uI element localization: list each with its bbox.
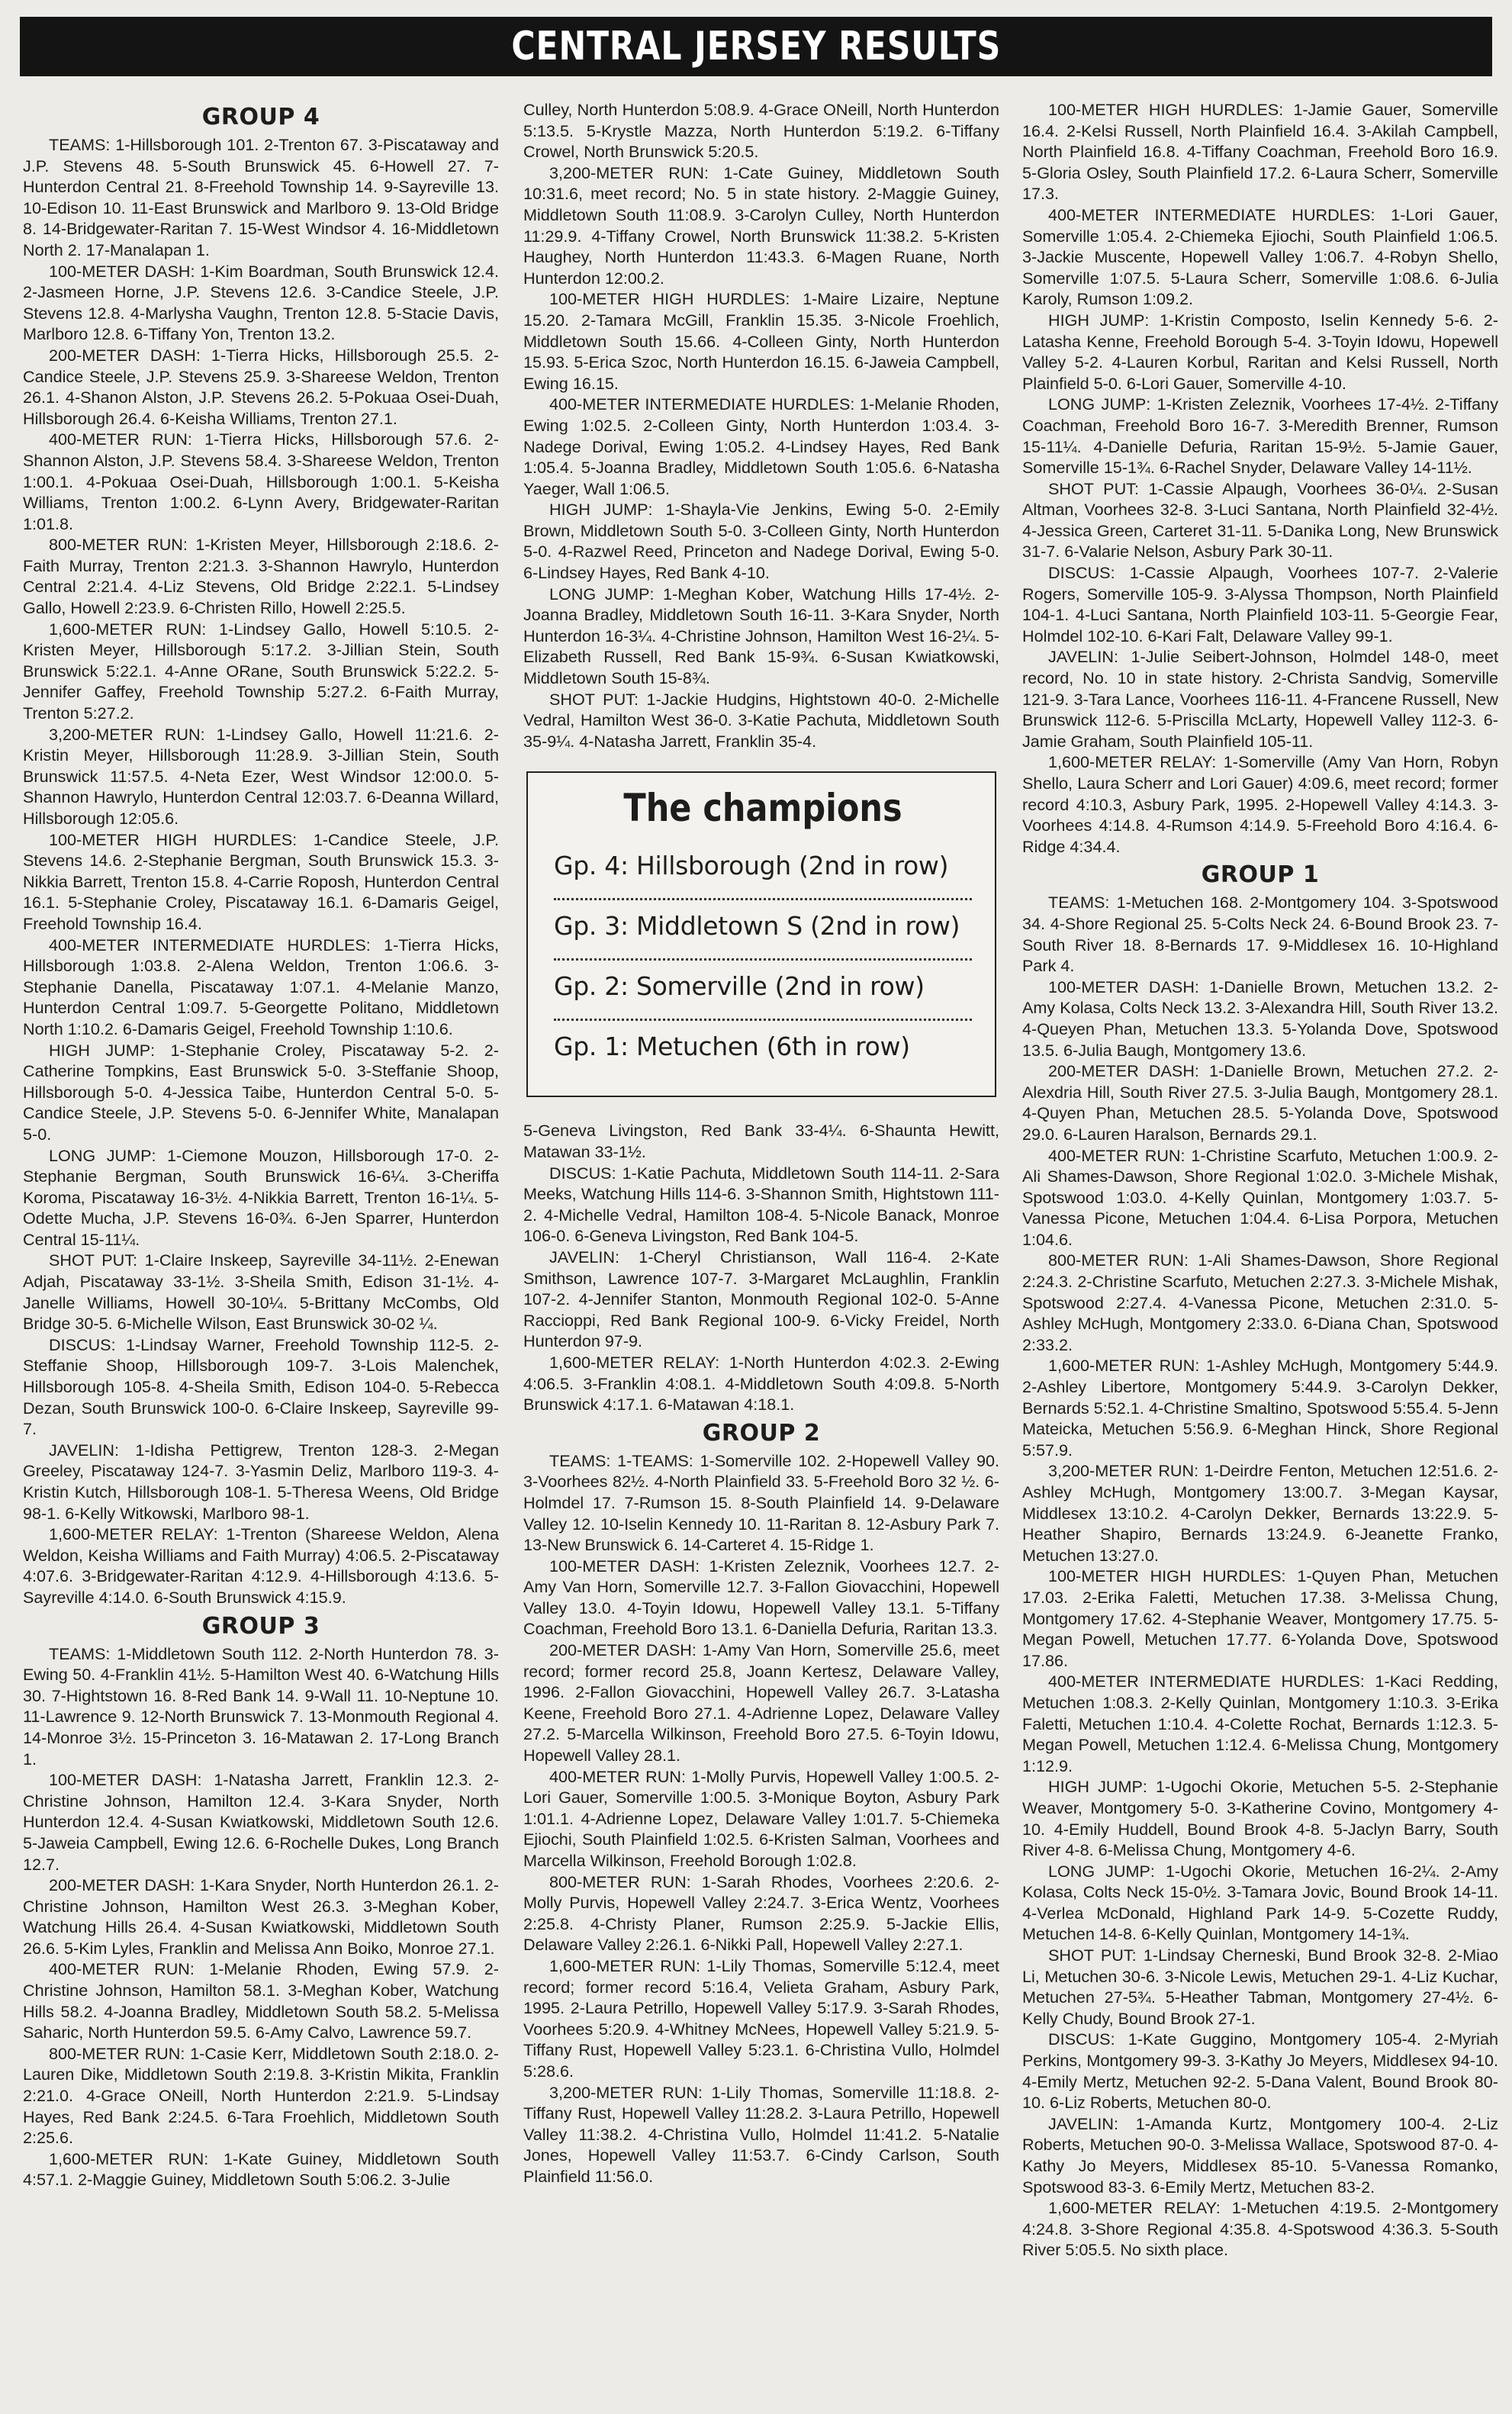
result-paragraph: SHOT PUT: 1-Claire Inskeep, Sayreville 34-11½. 2-Enewan Adjah, Piscataway 33-1½. 3-Sheila Smith, Edison 31-1½. 4-Janelle Williams, Howell 30-10¼. 5-Brittany McCombs, Old Bridge 30-5. 6-Michelle Wilson, East Brunswick 30-02 ¼. bbox=[23, 1250, 499, 1334]
result-paragraph: 100-METER DASH: 1-Kim Boardman, South Brunswick 12.4. 2-Jasmeen Horne, J.P. Stevens 12.6. 3-Candice Steele, J.P. Stevens 12.8. 4-Marlysha Vaughn, Trenton 12.8. 5-Stacie Davis, Marlboro 12.8. 6-Tiffany Yon, Trenton 13.2. bbox=[23, 261, 499, 344]
result-paragraph: 1,600-METER RELAY: 1-North Hunterdon 4:02.3. 2-Ewing 4:06.5. 3-Franklin 4:08.1. 4-Middletown South 4:09.8. 5-North Brunswick 4:17.1. 6-Matawan 4:18.1. bbox=[523, 1352, 999, 1415]
result-paragraph: 1,600-METER RUN: 1-Lily Thomas, Somerville 5:12.4, meet record; former record 5:16.4, Velieta Graham, Asbury Park, 1995. 2-Laura Petrillo, Hopewell Valley 5:17.9. 3-Sarah Rhodes, Voorhees 5:20.9. 4-Whitney McNees, Hopewell Valley 5:21.9. 5-Tiffany Rust, Hopewell Valley 5:23.1. 6-Christina Vullo, Holmdel 5:28.6. bbox=[523, 1955, 999, 2081]
column-1 bbox=[23, 99, 499, 2380]
result-paragraph: 100-METER HIGH HURDLES: 1-Jamie Gauer, Somerville 16.4. 2-Kelsi Russell, North Plainfield 16.4. 3-Akilah Campbell, North Plainfield 16.8. 4-Tiffany Coachman, Freehold Boro 16.9. 5-Gloria Osley, South Plainfield 17.2. 6-Laura Scherr, Somerville 17.3. bbox=[1022, 100, 1498, 204]
result-paragraph: DISCUS: 1-Lindsay Warner, Freehold Township 112-5. 2-Steffanie Shoop, Hillsborough 109-7. 3-Lois Malenchek, Hillsborough 105-8. 4-Sheila Smith, Edison 104-0. 5-Rebecca Dezan, South Brunswick 100-0. 6-Claire Inskeep, Sayreville 99-7. bbox=[23, 1334, 499, 1439]
result-paragraph: 1,600-METER RELAY: 1-Metuchen 4:19.5. 2-Montgomery 4:24.8. 3-Shore Regional 4:35.8. 4-Spotswood 4:36.3. 5-South River 5:05.5. No sixth place. bbox=[1022, 2198, 1498, 2260]
result-paragraph: HIGH JUMP: 1-Kristin Composto, Iselin Kennedy 5-6. 2-Latasha Kenne, Freehold Borough 5-4. 3-Toyin Idowu, Hopewell Valley 5-2. 4-Lauren Korbul, Raritan and Kelsi Russell, North Plainfield 5-0. 6-Lori Gauer, Somerville 4-10. bbox=[1022, 310, 1498, 393]
result-paragraph: 400-METER INTERMEDIATE HURDLES: 1-Lori Gauer, Somerville 1:05.4. 2-Chiemeka Ejiochi, South Plainfield 1:06.5. 3-Jackie Muscente, Hopewell Valley 1:06.7. 4-Robyn Shello, Somerville 1:07.5. 5-Laura Scherr, Somerville 1:08.6. 6-Julia Karoly, Rumson 1:09.2. bbox=[1022, 204, 1498, 309]
result-paragraph: 400-METER INTERMEDIATE HURDLES: 1-Tierra Hicks, Hillsborough 1:03.8. 2-Alena Weldon, Trenton 1:06.6. 3-Stephanie Danella, Piscataway 1:07.1. 4-Melanie Manzo, Hunterdon Central 1:09.7. 5-Georgette Politano, Middletown North 1:10.2. 6-Damaris Geigel, Freehold Township 1:10.6. bbox=[23, 935, 499, 1038]
champion-line: Gp. 3: Middletown S (2nd in row) bbox=[554, 900, 972, 961]
result-paragraph: 400-METER RUN: 1-Melanie Rhoden, Ewing 57.9. 2-Christine Johnson, Hamilton 58.1. 3-Meghan Kober, Watchung Hills 58.2. 4-Joanna Bradley, Middletown South 58.2. 5-Melissa Saharic, North Hunterdon 59.5. 6-Amy Calvo, Lawrence 59.7. bbox=[23, 1959, 499, 2042]
champion-line: Gp. 2: Somerville (2nd in row) bbox=[554, 961, 972, 1021]
result-paragraph: DISCUS: 1-Cassie Alpaugh, Voorhees 107-7. 2-Valerie Rogers, Somerville 105-9. 3-Alyssa Thompson, North Plainfield 104-1. 4-Luci Santana, North Plainfield 103-11. 5-Georgie Fear, Holmdel 102-10. 6-Kari Falt, Delaware Valley 99-1. bbox=[1022, 563, 1498, 645]
result-paragraph: 1,600-METER RELAY: 1-Somerville (Amy Van Horn, Robyn Shello, Laura Scherr and Lori Gauer) 4:09.6, meet record; former record 4:10.3, Asbury Park, 1995. 2-Hopewell Valley 4:14.3. 3-Voorhees 4:14.8. 4-Rumson 4:14.9. 5-Freehold Boro 4:16.4. 6-Ridge 4:34.4. bbox=[1022, 752, 1498, 856]
result-paragraph: HIGH JUMP: 1-Ugochi Okorie, Metuchen 5-5. 2-Stephanie Weaver, Montgomery 5-0. 3-Katherine Covino, Montgomery 4-10. 4-Emily Huddell, Bound Brook 4-8. 5-Jaclyn Barry, South River 4-8. 6-Melissa Chung, Montgomery 4-6. bbox=[1022, 1777, 1498, 1860]
result-paragraph: JAVELIN: 1-Cheryl Christianson, Wall 116-4. 2-Kate Smithson, Lawrence 107-7. 3-Margaret McLaughlin, Franklin 107-2. 4-Jennifer Stanton, Monmouth Regional 102-0. 5-Anne Raccioppi, Red Bank Regional 100-9. 6-Vicky Freidel, North Hunterdon 97-9. bbox=[523, 1247, 999, 1351]
result-paragraph: JAVELIN: 1-Idisha Pettigrew, Trenton 128-3. 2-Megan Greeley, Piscataway 124-7. 3-Yasmin Deliz, Marlboro 119-3. 4-Kristin Kutch, Hillsborough 108-1. 5-Theresa Weens, Old Bridge 98-1. 6-Kelly Witkowski, Marlboro 98-1. bbox=[23, 1440, 499, 1523]
group-heading: GROUP 1 bbox=[1201, 861, 1320, 889]
champion-line: Gp. 4: Hillsborough (2nd in row) bbox=[554, 840, 972, 900]
result-paragraph: 100-METER DASH: 1-Kristen Zeleznik, Voorhees 12.7. 2-Amy Van Horn, Somerville 12.7. 3-Fallon Giovacchini, Hopewell Valley 13.0. 4-Toyin Idowu, Hopewell Valley 13.1. 5-Tiffany Coachman, Freehold Boro 13.1. 6-Daniella Defuria, Raritan 13.3. bbox=[523, 1556, 999, 1639]
result-paragraph: 100-METER DASH: 1-Natasha Jarrett, Franklin 12.3. 2-Christine Johnson, Hamilton 12.4. 3-Kara Snyder, North Hunterdon 12.4. 4-Susan Kwiatkowski, Middletown South 12.6. 5-Jaweia Campbell, Ewing 12.6. 6-Rochelle Dukes, Long Branch 12.7. bbox=[23, 1770, 499, 1874]
result-paragraph: 3,200-METER RUN: 1-Lindsey Gallo, Howell 11:21.6. 2-Kristin Meyer, Hillsborough 11:28.9. 3-Jillian Stein, South Brunswick 11:57.5. 4-Neta Ezer, West Windsor 12:00.0. 5-Shannon Hawrylo, Hunterdon Central 12:03.7. 6-Deanna Willard, Hillsborough 12:05.6. bbox=[23, 724, 499, 828]
result-paragraph: Culley, North Hunterdon 5:08.9. 4-Grace ONeill, North Hunterdon 5:13.5. 5-Krystle Mazza, North Hunterdon 5:19.2. 6-Tiffany Crowel, North Brunswick 5:20.5. bbox=[523, 100, 999, 162]
result-paragraph: 3,200-METER RUN: 1-Deirdre Fenton, Metuchen 12:51.6. 2-Ashley McHugh, Montgomery 13:00.7. 3-Megan Kaysar, Middlesex 13:10.2. 4-Carolyn Dekker, Bernards 13:22.9. 5-Heather Shapiro, Bernards 13:24.9. 6-Jeanette Franko, Metuchen 13:27.0. bbox=[1022, 1461, 1498, 1565]
result-paragraph: 400-METER INTERMEDIATE HURDLES: 1-Kaci Redding, Metuchen 1:08.3. 2-Kelly Quinlan, Montgomery 1:10.3. 3-Erika Faletti, Metuchen 1:10.4. 4-Colette Rochat, Bernards 1:12.3. 5-Megan Powell, Metuchen 1:12.4. 6-Melissa Chung, Montgomery 1:12.9. bbox=[1022, 1672, 1498, 1775]
result-paragraph: LONG JUMP: 1-Kristen Zeleznik, Voorhees 17-4½. 2-Tiffany Coachman, Freehold Boro 16-7. 3-Meredith Brenner, Rumson 15-11¼. 4-Danielle Defuria, Raritan 15-9½. 5-Jamie Gauer, Somerville 15-1¾. 6-Rachel Snyder, Delaware Valley 14-11½. bbox=[1022, 394, 1498, 478]
result-paragraph: 200-METER DASH: 1-Danielle Brown, Metuchen 27.2. 2-Alexdria Hill, South River 27.5. 3-Julia Baugh, Montgomery 28.1. 4-Quyen Phan, Metuchen 28.5. 5-Yolanda Dove, Spotswood 29.0. 6-Lauren Haralson, Bernards 29.1. bbox=[1022, 1061, 1498, 1144]
result-paragraph: LONG JUMP: 1-Meghan Kober, Watchung Hills 17-4½. 2-Joanna Bradley, Middletown South 16-11. 3-Kara Snyder, North Hunterdon 16-3¼. 4-Christine Johnson, Hamilton West 16-2¼. 5-Elizabeth Russell, Red Bank 15-9¾. 6-Susan Kwiatkowski, Middletown South 15-8¾. bbox=[523, 584, 999, 688]
result-paragraph: 100-METER HIGH HURDLES: 1-Quyen Phan, Metuchen 17.03. 2-Erika Faletti, Metuchen 17.38. 3-Melissa Chung, Montgomery 17.62. 4-Stephanie Weaver, Montgomery 17.75. 5-Megan Powell, Metuchen 17.77. 6-Yolanda Dove, Spotswood 17.86. bbox=[1022, 1566, 1498, 1670]
result-paragraph: 200-METER DASH: 1-Amy Van Horn, Somerville 25.6, meet record; former record 25.8, Joann Kertesz, Delaware Valley, 1996. 2-Fallon Giovacchini, Hopewell Valley 26.7. 3-Latasha Keene, Freehold Boro 27.1. 4-Adrienne Lopez, Delaware Valley 27.2. 5-Marcella Wilkinson, Freehold Boro 27.5. 6-Toyin Idowu, Hopewell Valley 28.1. bbox=[523, 1640, 999, 1765]
result-paragraph: 400-METER RUN: 1-Molly Purvis, Hopewell Valley 1:00.5. 2-Lori Gauer, Somerville 1:00.5. 3-Monique Boyton, Asbury Park 1:01.1. 4-Adrienne Lopez, Delaware Valley 1:01.7. 5-Chiemeka Ejiochi, South Plainfield 1:02.5. 6-Kristen Salman, Voorhees and Marcella Wilkinson, Freehold Borough 1:02.8. bbox=[523, 1766, 999, 1870]
result-paragraph: HIGH JUMP: 1-Stephanie Croley, Piscataway 5-2. 2-Catherine Tompkins, East Brunswick 5-0. 3-Steffanie Shoop, Hillsborough 5-0. 4-Jessica Taibe, Hunterdon Central 5-0. 5-Candice Steele, J.P. Stevens 5-0. 6-Jennifer White, Manalapan 5-0. bbox=[23, 1040, 499, 1144]
champion-line: Gp. 1: Metuchen (6th in row) bbox=[554, 1032, 910, 1062]
result-paragraph: 800-METER RUN: 1-Ali Shames-Dawson, Shore Regional 2:24.3. 2-Christine Scarfuto, Metuchen 2:27.3. 3-Michele Mishak, Spotswood 2:27.4. 4-Vanessa Picone, Metuchen 2:31.0. 5-Ashley McHugh, Montgomery 2:33.0. 6-Diana Chan, Spotswood 2:33.2. bbox=[1022, 1250, 1498, 1354]
result-paragraph: 200-METER DASH: 1-Tierra Hicks, Hillsborough 25.5. 2-Candice Steele, J.P. Stevens 25.9. 3-Shareese Weldon, Trenton 26.1. 4-Shanon Alston, J.P. Stevens 26.2. 5-Pokuaa Osei-Duah, Hillsborough 26.4. 6-Keisha Williams, Trenton 27.1. bbox=[23, 345, 499, 428]
result-paragraph: 1,600-METER RUN: 1-Kate Guiney, Middletown South 4:57.1. 2-Maggie Guiney, Middletown South 5:06.2. 3-Julie bbox=[23, 2148, 499, 2190]
result-paragraph: 3,200-METER RUN: 1-Cate Guiney, Middletown South 10:31.6, meet record; No. 5 in state history. 2-Maggie Guiney, Middletown South 11:08.9. 3-Carolyn Culley, North Hunterdon 11:29.9. 4-Tiffany Crowel, North Brunswick 11:38.2. 5-Kristen Haughey, North Hunterdon 11:43.3. 6-Magen Ruane, North Hunterdon 12:00.2. bbox=[523, 163, 999, 288]
group-heading: GROUP 2 bbox=[702, 1419, 821, 1447]
result-paragraph: JAVELIN: 1-Julie Seibert-Johnson, Holmdel 148-0, meet record, No. 10 in state history. 2-Christa Sandvig, Somerville 121-9. 3-Tara Lance, Voorhees 116-11. 4-Francene Russell, New Brunswick 112-6. 5-Priscilla McLarty, Hopewell Valley 112-3. 6-Jamie Graham, South Plainfield 105-11. bbox=[1022, 647, 1498, 751]
group-heading: GROUP 3 bbox=[201, 1612, 320, 1640]
champions-box bbox=[526, 771, 996, 1097]
champions-title: The champions bbox=[623, 786, 902, 831]
result-paragraph: 400-METER RUN: 1-Christine Scarfuto, Metuchen 1:00.9. 2-Ali Shames-Dawson, Shore Regional 1:02.0. 3-Michele Mishak, Spotswood 1:03.0. 4-Kelly Quinlan, Montgomery 1:03.7. 5-Vanessa Picone, Metuchen 1:04.4. 6-Lisa Porpora, Metuchen 1:04.6. bbox=[1022, 1145, 1498, 1249]
result-paragraph: DISCUS: 1-Kate Guggino, Montgomery 105-4. 2-Myriah Perkins, Montgomery 99-3. 3-Kathy Jo Meyers, Middlesex 94-10. 4-Emily Mertz, Metuchen 92-2. 5-Dana Valent, Bound Brook 80-10. 6-Liz Roberts, Metuchen 80-0. bbox=[1022, 2029, 1498, 2113]
result-paragraph: TEAMS: 1-TEAMS: 1-Somerville 102. 2-Hopewell Valley 90. 3-Voorhees 82½. 4-North Plainfield 33. 5-Freehold Boro 32 ½. 6-Holmdel 17. 7-Rumson 15. 8-South Plainfield 14. 9-Delaware Valley 12. 10-Iselin Kennedy 10. 11-Raritan 8. 12-Asbury Park 7. 13-New Brunswick 6. 14-Carteret 4. 15-Ridge 1. bbox=[523, 1450, 999, 1555]
result-paragraph: 800-METER RUN: 1-Casie Kerr, Middletown South 2:18.0. 2-Lauren Dike, Middletown South 2:19.8. 3-Kristin Mikita, Franklin 2:21.0. 4-Grace ONeill, North Hunterdon 2:21.9. 5-Lindsay Hayes, Red Bank 2:24.5. 6-Tara Froehlich, Middletown South 2:25.6. bbox=[23, 2043, 499, 2148]
column-2-bottom bbox=[523, 1120, 999, 2187]
result-paragraph: 200-METER DASH: 1-Kara Snyder, North Hunterdon 26.1. 2-Christine Johnson, Hamilton West 26.3. 3-Meghan Kober, Watchung Hills 26.4. 4-Susan Kwiatkowski, Middletown South 26.6. 5-Kim Lyles, Franklin and Melissa Ann Boiko, Monroe 27.1. bbox=[23, 1875, 499, 1958]
result-paragraph: 5-Geneva Livingston, Red Bank 33-4¼. 6-Shaunta Hewitt, Matawan 33-1½. bbox=[523, 1121, 999, 1161]
result-paragraph: TEAMS: 1-Hillsborough 101. 2-Trenton 67. 3-Piscataway and J.P. Stevens 48. 5-South Brunswick 45. 6-Howell 27. 7-Hunterdon Central 21. 8-Freehold Township 14. 9-Sayreville 13. 10-Edison 10. 11-East Brunswick and Marlboro 9. 13-Old Bridge 8. 14-Bridgewater-Raritan 7. 15-West Windsor 4. 16-Middletown North 2. 17-Manalapan 1. bbox=[23, 135, 499, 259]
result-paragraph: HIGH JUMP: 1-Shayla-Vie Jenkins, Ewing 5-0. 2-Emily Brown, Middletown South 5-0. 3-Colleen Ginty, North Hunterdon 5-0. 4-Razwel Reed, Princeton and Nadege Dorival, Ewing 5-0. 6-Lindsey Hayes, Red Bank 4-10. bbox=[523, 500, 999, 583]
result-paragraph: 1,600-METER RELAY: 1-Trenton (Shareese Weldon, Alena Weldon, Keisha Williams and Faith Murray) 4:06.5. 2-Piscataway 4:07.6. 3-Bridgewater-Raritan 4:12.9. 4-Hillsborough 4:13.6. 5-Sayreville 4:14.0. 6-South Brunswick 4:15.9. bbox=[23, 1524, 499, 1607]
result-paragraph: SHOT PUT: 1-Jackie Hudgins, Hightstown 40-0. 2-Michelle Vedral, Hamilton West 36-0. 3-Katie Pachuta, Middletown South 35-9¼. 4-Natasha Jarrett, Franklin 35-4. bbox=[523, 689, 999, 751]
column-2-top bbox=[523, 99, 999, 752]
result-paragraph: 400-METER RUN: 1-Tierra Hicks, Hillsborough 57.6. 2-Shannon Alston, J.P. Stevens 58.4. 3-Shareese Weldon, Trenton 1:00.1. 4-Pokuaa Osei-Duah, Hillsborough 1:00.1. 5-Keisha Williams, Trenton 1:00.2. 6-Lynn Avery, Bridgewater-Raritan 1:01.8. bbox=[23, 430, 499, 533]
result-paragraph: 1,600-METER RUN: 1-Ashley McHugh, Montgomery 5:44.9. 2-Ashley Libertore, Montgomery 5:44.9. 3-Carolyn Dekker, Bernards 5:52.1. 4-Christine Smaltino, Spotswood 5:55.4. 5-Jenn Mateicka, Metuchen 5:56.9. 6-Meghan Hinck, Shore Regional 5:57.9. bbox=[1022, 1356, 1498, 1460]
result-paragraph: 1,600-METER RUN: 1-Lindsey Gallo, Howell 5:10.5. 2-Kristen Meyer, Hillsborough 5:17.2. 3-Jillian Stein, South Brunswick 5:22.1. 4-Anne ORane, South Brunswick 5:22.2. 5-Jennifer Gaffey, Freehold Township 5:27.2. 6-Faith Murray, Trenton 5:27.2. bbox=[23, 619, 499, 723]
result-paragraph: 800-METER RUN: 1-Kristen Meyer, Hillsborough 2:18.6. 2-Faith Murray, Trenton 2:21.3. 3-Shannon Hawrylo, Hunterdon Central 2:21.4. 4-Liz Stevens, Old Bridge 2:22.1. 5-Lindsey Gallo, Howell 2:23.9. 6-Christen Rillo, Howell 2:25.5. bbox=[23, 535, 499, 618]
group-heading: GROUP 4 bbox=[201, 104, 320, 130]
result-paragraph: TEAMS: 1-Metuchen 168. 2-Montgomery 104. 3-Spotswood 34. 4-Shore Regional 25. 5-Colts Neck 24. 6-Bound Brook 23. 7-South River 18. 8-Bernards 17. 9-Middlesex 16. 10-Highland Park 4. bbox=[1022, 893, 1498, 976]
result-paragraph: TEAMS: 1-Middletown South 112. 2-North Hunterdon 78. 3-Ewing 50. 4-Franklin 41½. 5-Hamilton West 40. 6-Watchung Hills 30. 7-Hightstown 16. 8-Red Bank 14. 9-Wall 11. 10-Neptune 10. 11-Lawrence 9. 12-North Brunswick 7. 13-Monmouth Regional 4. 14-Monroe 3½. 15-Princeton 3. 16-Matawan 2. 17-Long Branch 1. bbox=[23, 1643, 499, 1769]
result-paragraph: 800-METER RUN: 1-Sarah Rhodes, Voorhees 2:20.6. 2-Molly Purvis, Hopewell Valley 2:24.7. 3-Erica Wentz, Voorhees 2:25.8. 4-Christy Planer, Rumson 2:25.9. 5-Jackie Ellis, Delaware Valley 2:26.1. 6-Nikki Pall, Hopewell Valley 2:27.1. bbox=[523, 1872, 999, 1955]
result-paragraph: 100-METER HIGH HURDLES: 1-Candice Steele, J.P. Stevens 14.6. 2-Stephanie Bergman, South Brunswick 15.3. 3-Nikkia Barrett, Trenton 15.8. 4-Carrie Roposh, Hunterdon Central 16.1. 5-Stephanie Croley, Piscataway 16.1. 6-Damaris Geigel, Freehold Township 16.4. bbox=[23, 829, 499, 933]
result-paragraph: SHOT PUT: 1-Cassie Alpaugh, Voorhees 36-0¼. 2-Susan Altman, Voorhees 32-8. 3-Luci Santana, North Plainfield 32-4½. 4-Jessica Green, Carteret 31-11. 5-Danika Long, New Brunswick 31-7. 6-Valarie Nelson, Asbury Park 30-11. bbox=[1022, 478, 1498, 562]
column-3 bbox=[1022, 99, 1498, 2380]
result-paragraph: JAVELIN: 1-Amanda Kurtz, Montgomery 100-4. 2-Liz Roberts, Metuchen 90-0. 3-Melissa Wallace, Spotswood 87-0. 4-Kathy Jo Meyers, Middlesex 85-10. 5-Vanessa Romanko, Spotswood 83-3. 6-Emily Mertz, Metuchen 83-2. bbox=[1022, 2113, 1498, 2197]
result-paragraph: SHOT PUT: 1-Lindsay Cherneski, Bund Brook 32-8. 2-Miao Li, Metuchen 30-6. 3-Nicole Lewis, Metuchen 29-1. 4-Liz Kuchar, Metuchen 27-5¾. 5-Heather Tabman, Montgomery 27-4½. 6-Kelly Chudy, Bound Brook 27-1. bbox=[1022, 1946, 1498, 2028]
result-paragraph: 100-METER DASH: 1-Danielle Brown, Metuchen 13.2. 2-Amy Kolasa, Colts Neck 13.2. 3-Alexandra Hill, South River 13.2. 4-Queyen Phan, Metuchen 13.3. 5-Yolanda Dove, Spotswood 13.5. 6-Julia Baugh, Montgomery 13.6. bbox=[1022, 977, 1498, 1060]
result-paragraph: LONG JUMP: 1-Ugochi Okorie, Metuchen 16-2¼. 2-Amy Kolasa, Colts Neck 15-0½. 3-Tamara Jovic, Bound Brook 14-11. 4-Verlea McDonald, Highland Park 14-9. 5-Cozette Ruddy, Metuchen 14-8. 6-Kelly Quinlan, Montgomery 14-1¾. bbox=[1022, 1861, 1498, 1944]
result-paragraph: 3,200-METER RUN: 1-Lily Thomas, Somerville 11:18.8. 2-Tiffany Rust, Hopewell Valley 11:28.2. 3-Laura Petrillo, Hopewell Valley 11:38.2. 4-Christina Vullo, Holmdel 11:41.2. 5-Natalie Jones, Hopewell Valley 11:53.7. 6-Cindy Carlson, South Plainfield 11:56.0. bbox=[523, 2082, 999, 2186]
result-paragraph: 100-METER HIGH HURDLES: 1-Maire Lizaire, Neptune 15.20. 2-Tamara McGill, Franklin 15.35. 3-Nicole Froehlich, Middletown South 15.66. 4-Colleen Ginty, North Hunterdon 15.93. 5-Erica Szoc, North Hunterdon 16.15. 6-Jaweia Campbell, Ewing 16.15. bbox=[523, 289, 999, 393]
result-paragraph: 400-METER INTERMEDIATE HURDLES: 1-Melanie Rhoden, Ewing 1:02.5. 2-Colleen Ginty, North Hunterdon 1:03.4. 3-Nadege Dorival, Ewing 1:05.2. 4-Lindsey Hayes, Red Bank 1:05.4. 5-Joanna Bradley, Middletown South 1:05.6. 6-Natasha Yaeger, Wall 1:06.5. bbox=[523, 394, 999, 498]
result-paragraph: DISCUS: 1-Katie Pachuta, Middletown South 114-11. 2-Sara Meeks, Watchung Hills 114-6. 3-Shannon Smith, Hightstown 111-2. 4-Michelle Vedral, Hamilton 108-4. 5-Nicole Banack, Monroe 106-0. 6-Geneva Livingston, Red Bank 104-5. bbox=[523, 1163, 999, 1246]
column-2 bbox=[523, 99, 999, 2380]
banner-title: CENTRAL JERSEY RESULTS bbox=[511, 24, 1001, 69]
section-banner bbox=[20, 17, 1492, 76]
result-paragraph: LONG JUMP: 1-Ciemone Mouzon, Hillsborough 17-0. 2-Stephanie Bergman, South Brunswick 16-6¼. 3-Cheriffa Koroma, Piscataway 16-3½. 4-Nikkia Barrett, Trenton 16-1¼. 5-Odette Mucha, J.P. Stevens 16-0¾. 6-Jen Sparrer, Hunterdon Central 15-11¼. bbox=[23, 1145, 499, 1249]
